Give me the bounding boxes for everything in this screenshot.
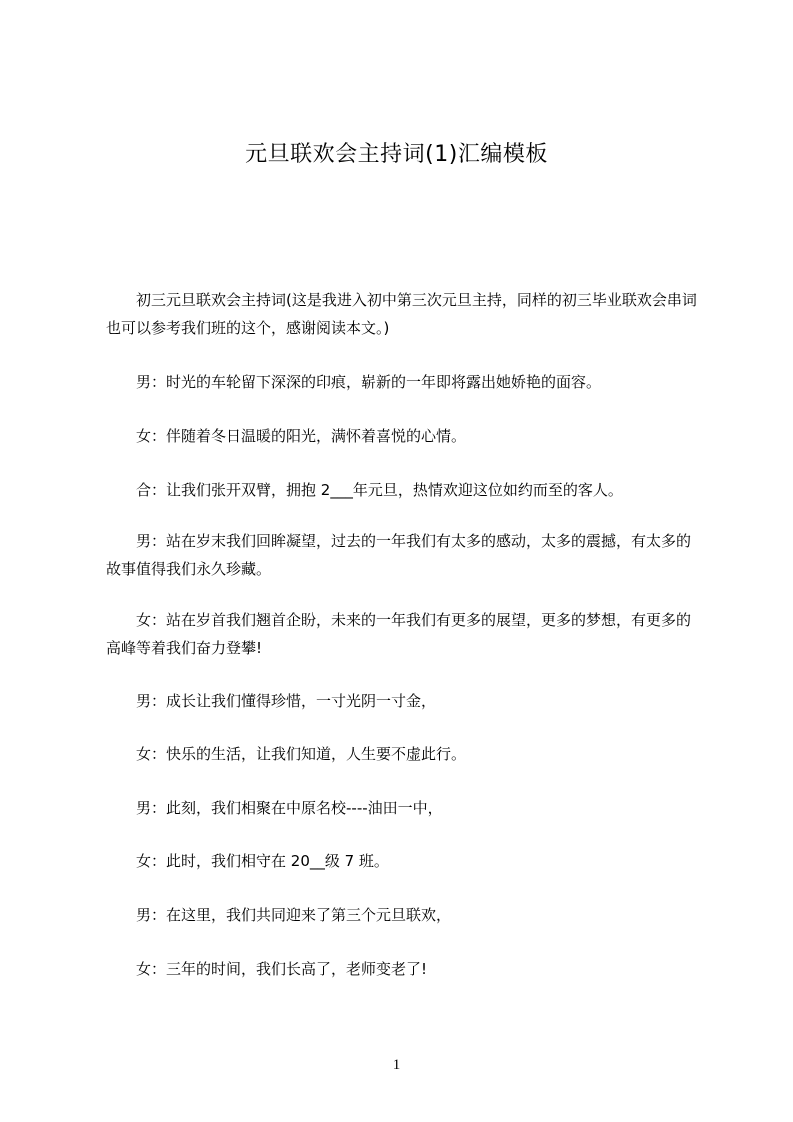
paragraph-line: 女：站在岁首我们翘首企盼，未来的一年我们有更多的展望，更多的梦想，有更多的高峰等着我们奋力登攀! [106,611,692,657]
paragraph-line: 女：快乐的生活，让我们知道，人生要不虚此行。 [136,745,467,763]
paragraph-line: 男：时光的车轮留下深深的印痕，崭新的一年即将露出她娇艳的面容。 [136,373,602,391]
paragraph-line: 男：此刻，我们相聚在中原名校----油田一中， [136,799,443,817]
paragraph-line: 男：成长让我们懂得珍惜，一寸光阴一寸金， [136,692,437,710]
paragraph-line: 男：站在岁末我们回眸凝望，过去的一年我们有太多的感动，太多的震撼，有太多的故事值得我们永久珍藏。 [106,532,692,578]
paragraph-intro: 初三元旦联欢会主持词(这是我进入初中第三次元旦主持，同样的初三毕业联欢会串词也可以参考我们班的这个，感谢阅读本文。) [106,291,697,337]
paragraph-line: 女：三年的时间，我们长高了，老师变老了! [136,960,428,978]
paragraph-line: 男：在这里，我们共同迎来了第三个元旦联欢， [136,906,452,924]
page-number: 1 [392,1057,401,1073]
document-title: 元旦联欢会主持词(1)汇编模板 [245,142,548,167]
paragraph-line: 合：让我们张开双臂，拥抱 2___年元旦，热情欢迎这位如约而至的客人。 [136,481,623,499]
paragraph-line: 女：此时，我们相守在 20__级 7 班。 [136,852,389,870]
paragraph-line: 女：伴随着冬日温暖的阳光，满怀着喜悦的心情。 [136,427,467,445]
